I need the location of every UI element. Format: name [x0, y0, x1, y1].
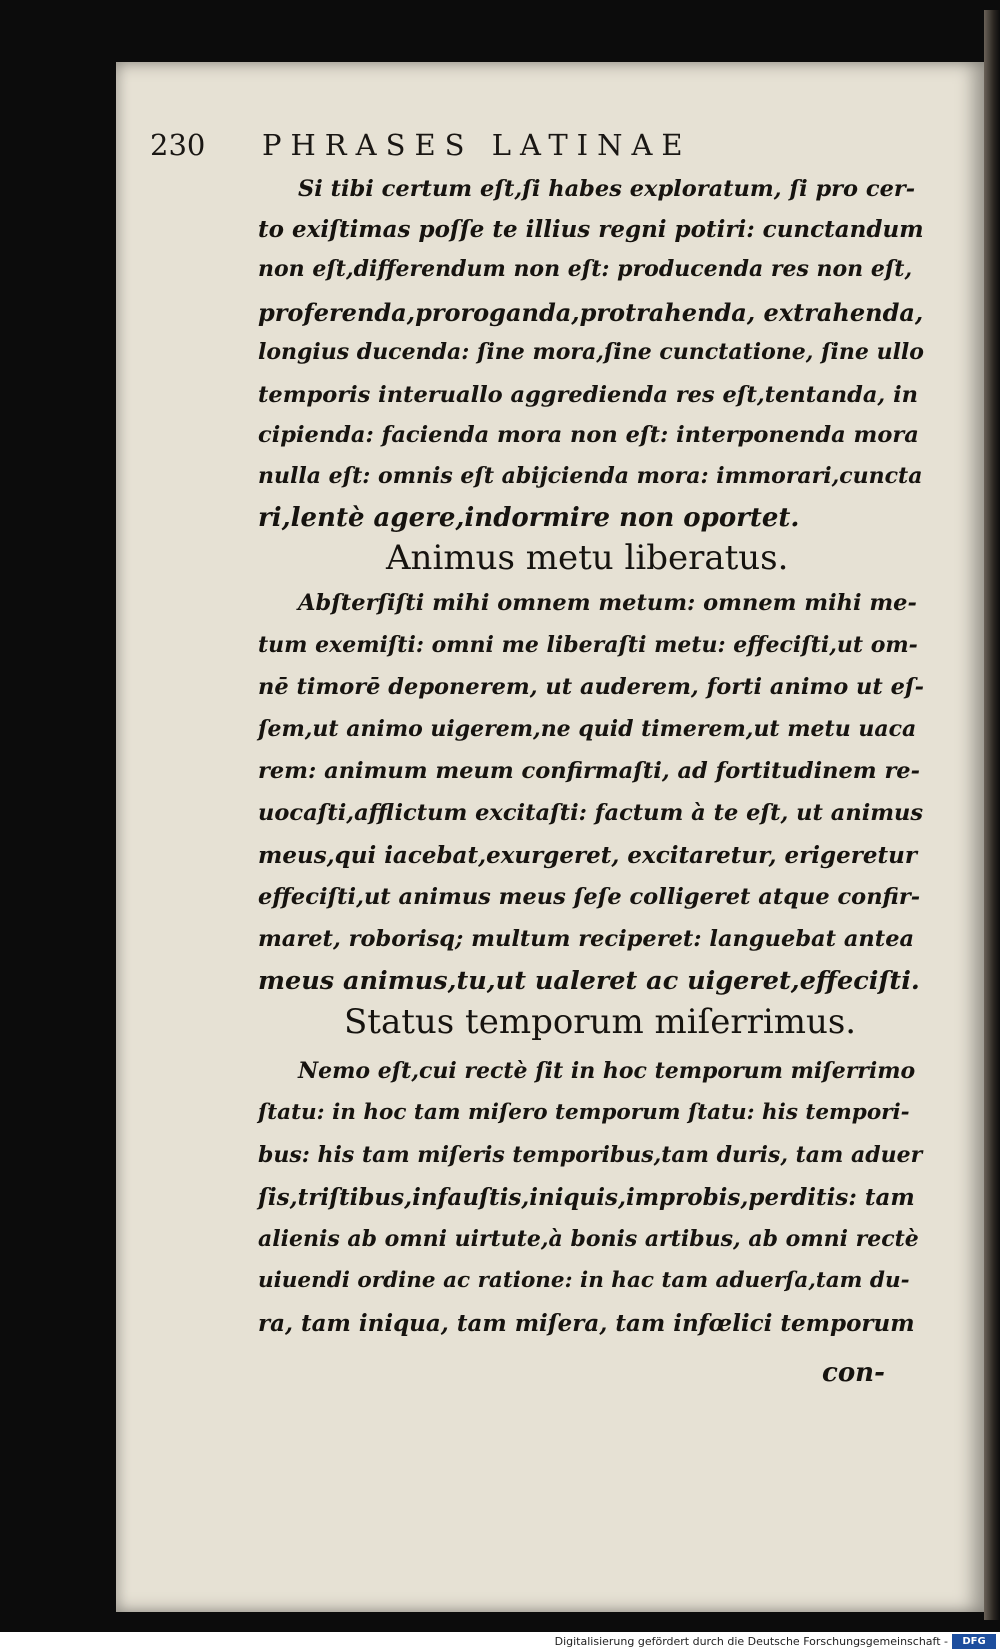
text-line: Si tibi certum eſt,ſi habes exploratum, ſi pro cer-	[298, 176, 916, 202]
text-line: meus,qui iacebat,exurgeret, excitaretur, erigeretur	[258, 842, 917, 869]
funding-credit: Digitalisierung gefördert durch die Deutsche Forschungsgemeinschaft -	[554, 1635, 948, 1648]
text-line: temporis interuallo aggredienda res eſt,tentanda, in	[258, 382, 918, 408]
footer-bar	[0, 1632, 1000, 1651]
text-line: meus animus,tu,ut ualeret ac uigeret,effeciſti.	[258, 966, 920, 996]
running-title: PHRASES LATINAE	[262, 128, 692, 162]
page-edge	[984, 10, 1000, 1620]
text-line: ri,lentè agere,indormire non oportet.	[258, 503, 800, 533]
text-line: nē timorē deponerem, ut auderem, forti animo ut eſ-	[258, 674, 924, 700]
dfg-logo-icon: DFG	[952, 1634, 996, 1649]
text-line: maret, roborisq; multum reciperet: languebat antea	[258, 926, 915, 952]
text-line: tum exemiſti: omni me liberaſti metu: effeciſti,ut om-	[258, 632, 918, 658]
text-line: ſem,ut animo uigerem,ne quid timerem,ut metu uaca	[258, 716, 917, 742]
text-line: effeciſti,ut animus meus ſeſe colligeret atque confir-	[258, 884, 921, 910]
text-line: proferenda,proroganda,protrahenda, extrahenda,	[258, 298, 924, 327]
text-line: ſtatu: in hoc tam miſero temporum ſtatu: his tempori-	[258, 1100, 910, 1125]
text-line: Nemo eſt,cui rectè ſit in hoc temporum miſerrimo	[298, 1058, 916, 1084]
text-line: rem: animum meum confirmaſti, ad fortitudinem re-	[258, 758, 920, 784]
text-line: uiuendi ordine ac ratione: in hac tam aduerſa,tam du-	[258, 1268, 910, 1293]
text-line: longius ducenda: ſine mora,ſine cunctatione, ſine ullo	[258, 339, 924, 365]
text-line: to exiſtimas poſſe te illius regni potiri: cunctandum	[258, 216, 924, 243]
text-line: non eſt,differendum non eſt: producenda res non eſt,	[258, 256, 913, 282]
text-line: bus: his tam miſeris temporibus,tam duris, tam aduer	[258, 1142, 923, 1168]
text-line: ra, tam iniqua, tam miſera, tam infœlici temporum	[258, 1310, 915, 1337]
section-heading: Status temporum miſerrimus.	[344, 1002, 857, 1042]
text-line: uocaſti,afflictum excitaſti: factum à te eſt, ut animus	[258, 800, 924, 826]
catchword: con-	[822, 1358, 885, 1388]
text-line: nulla eſt: omnis eſt abijcienda mora: immorari,cuncta	[258, 463, 923, 489]
page-number: 230	[150, 128, 206, 162]
text-line: ſis,triſtibus,infauſtis,iniquis,improbis,perditis: tam	[258, 1184, 915, 1211]
section-heading: Animus metu liberatus.	[386, 538, 789, 578]
page-header	[150, 128, 910, 168]
text-line: Abſterſiſti mihi omnem metum: omnem mihi me-	[298, 590, 917, 616]
text-line: cipienda: facienda mora non eſt: interponenda mora	[258, 422, 919, 448]
text-line: alienis ab omni uirtute,à bonis artibus, ab omni rectè	[258, 1226, 919, 1252]
